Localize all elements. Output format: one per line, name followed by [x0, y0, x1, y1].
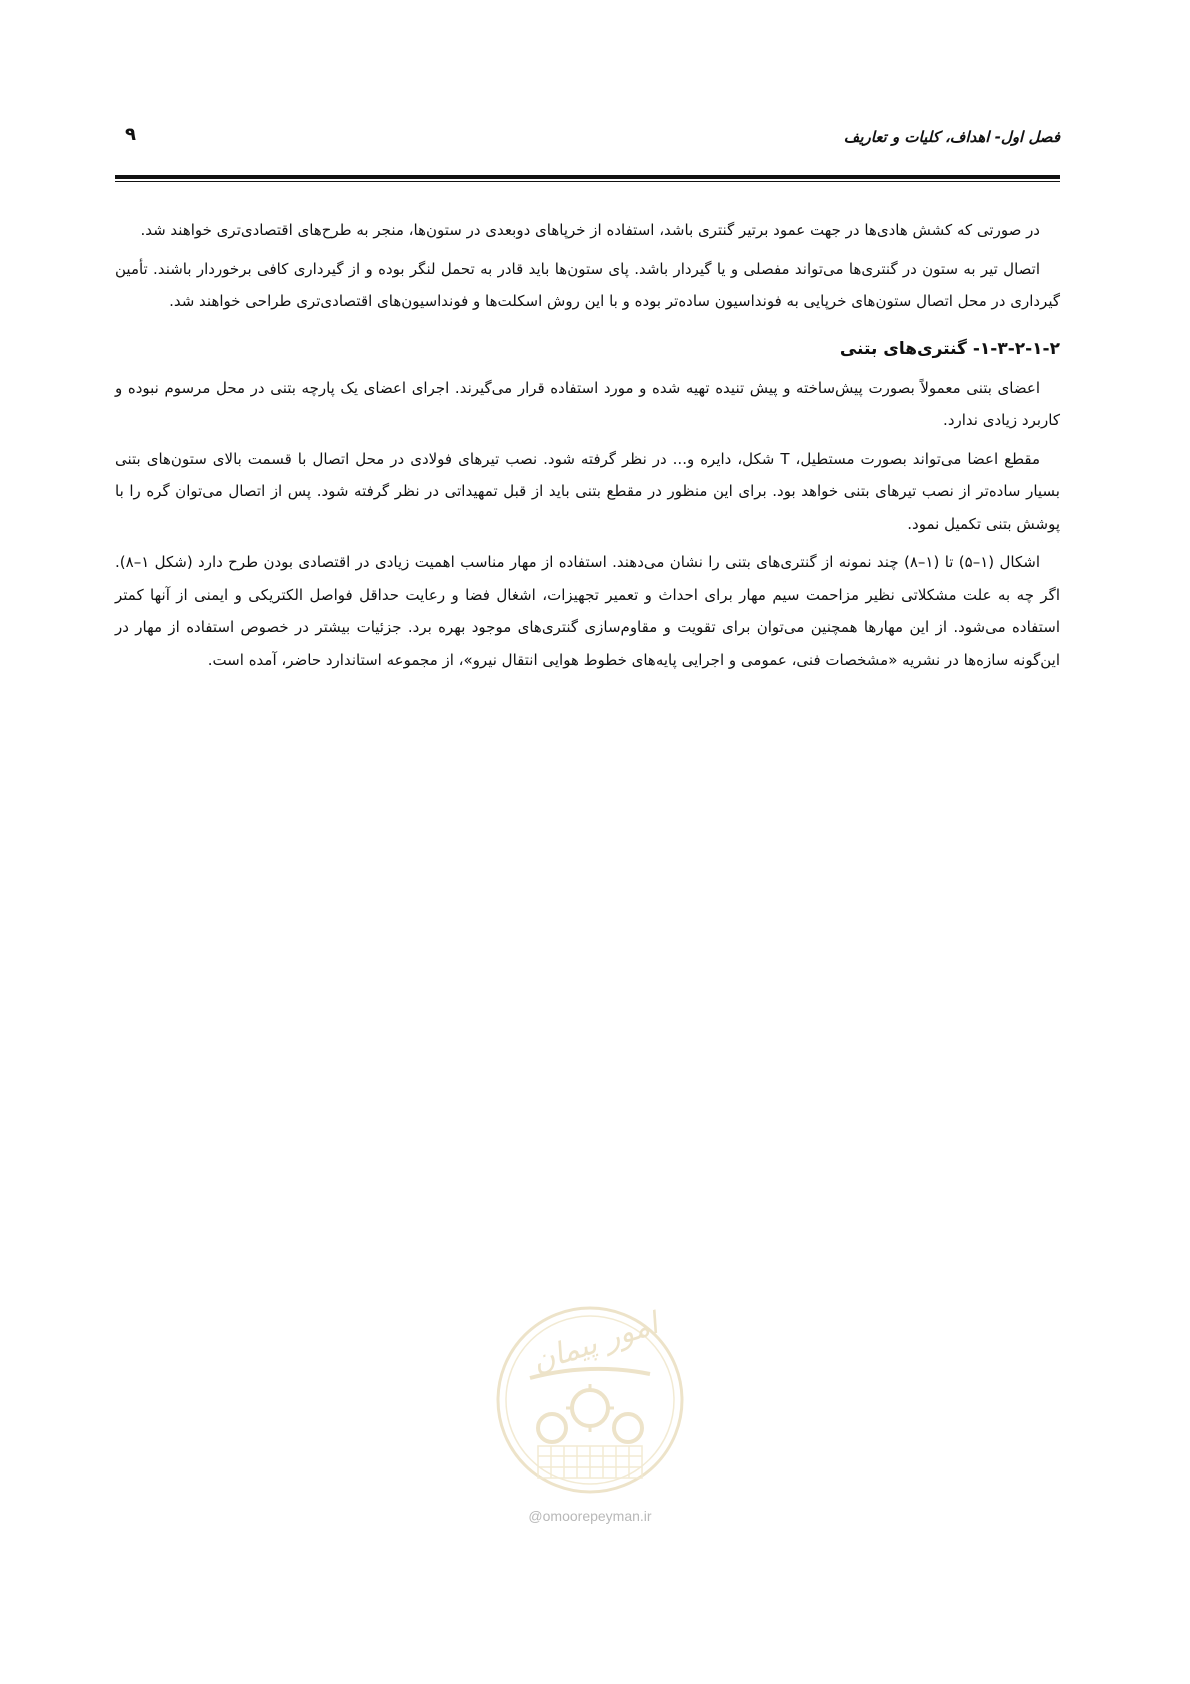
- paragraph: اتصال تیر به ستون در گنتری‌ها می‌تواند مفصلی و یا گیردار باشد. پای ستون‌ها باید قادر به تحمل لنگر بوده و از گیرداری کافی برخوردار باشند. تأمین گیرداری در محل اتصال ستون‌های خرپایی به فونداسیون ساده‌تر بوده و با این روش اسکلت‌ها و فونداسیون‌های اقتصادی‌تری طراحی خواهند شد.: [115, 259, 1060, 310]
- header-rule-thick: [115, 175, 1060, 179]
- watermark-logo-text: امور پیمان: [527, 1306, 663, 1380]
- paragraph: مقطع اعضا می‌تواند بصورت مستطیل، T شکل، دایره و... در نظر گرفته شود. نصب تیرهای فولادی در محل اتصال با قسمت بالای ستون‌های بتنی بسیار ساده‌تر از نصب تیرهای بتنی خواهد بود. برای این منظور در مقطع بتنی باید از قبل تمهیداتی در نظر گرفته شود. پس از اتصال می‌توان گره را با پوشش بتنی تکمیل نمود.: [115, 449, 1060, 533]
- page-number: ۹: [125, 124, 136, 145]
- paragraph: اشکال (۱–۵) تا (۱–۸) چند نمونه از گنتری‌های بتنی را نشان می‌دهند. استفاده از مهار مناسب اهمیت زیادی در اقتصادی بودن طرح دارد (شکل ۱–۸). اگر چه به علت مشکلاتی نظیر مزاحمت سیم مهار برای احداث و تعمیر تجهیزات، اشغال فضا و رعایت حداقل فواصل الکتریکی و ایمنی از آنها کمتر استفاده می‌شود. از این مهارها همچنین می‌توان برای تقویت و مقاوم‌سازی گنتری‌های موجود بهره برد. جزئیات بیشتر در خصوص استفاده از مهار در این‌گونه سازه‌ها در نشریه «مشخصات فنی، عمومی و اجرایی پایه‌های خطوط هوایی انتقال نیرو»، از مجموعه استاندارد حاضر، آمده است.: [115, 553, 1060, 669]
- header-rule-thin: [115, 181, 1060, 182]
- section-heading: ۱-۳-۲-۱-۲- گنتری‌های بتنی: [839, 338, 1060, 359]
- watermark-logo-icon: [490, 1300, 690, 1500]
- paragraph: در صورتی که کشش هادی‌ها در جهت عمود برتیر گنتری باشد، استفاده از خرپاهای دوبعدی در ستون‌ها، منجر به طرح‌های اقتصادی‌تری خواهند شد.: [140, 221, 1040, 239]
- page-body: [115, 214, 1060, 682]
- page-header: [115, 124, 1060, 154]
- chapter-title: فصل اول- اهداف، کلیات و تعاریف: [843, 128, 1060, 146]
- watermark-url: @omoorepeyman.ir: [528, 1508, 652, 1524]
- paragraph: اعضای بتنی معمولاً بصورت پیش‌ساخته و پیش تنیده تهیه شده و مورد استفاده قرار می‌گیرند. اجرای اعضای یک پارچه بتنی در محل مرسوم نبوده و کاربرد زیادی ندارد.: [115, 378, 1060, 429]
